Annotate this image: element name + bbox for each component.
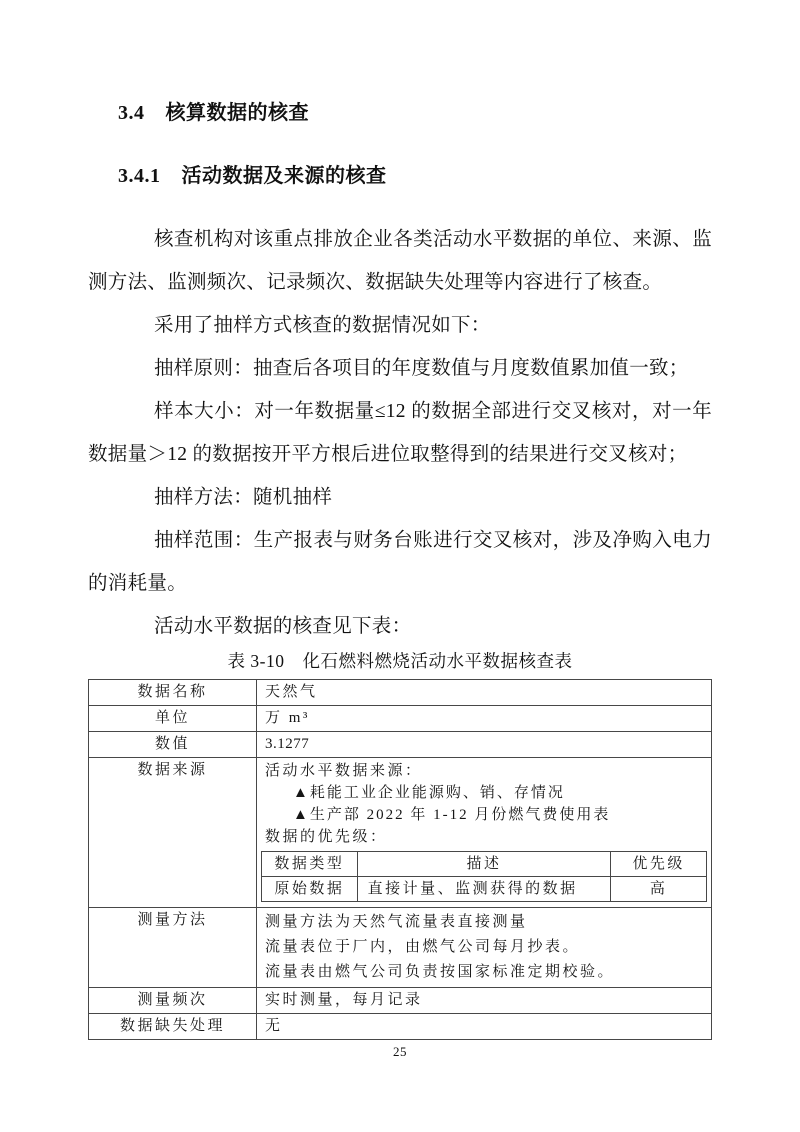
priority-col-priority: 优先级	[611, 852, 707, 877]
section-title: 核算数据的核查	[165, 102, 309, 124]
row-value: 无	[257, 1014, 712, 1040]
paragraph-sampling-principle: 抽样原则：抽查后各项目的年度数值与月度数值累加值一致；	[154, 358, 689, 379]
table-row-value	[89, 732, 712, 758]
priority-header-row	[262, 852, 707, 877]
paragraph-sampling-method: 抽样方法：随机抽样	[154, 487, 333, 508]
row-value: 万 m³	[257, 706, 712, 732]
method-line-2: 流量表位于厂内，由燃气公司每月抄表。	[265, 939, 581, 955]
source-bullet-1: ▲耗能工业企业能源购、销、存情况	[293, 785, 565, 801]
data-priority-table	[261, 851, 707, 902]
priority-col-type: 数据类型	[262, 852, 358, 877]
table-row-missing-data	[89, 1014, 712, 1040]
paragraph-sample-size: 样本大小：对一年数据量≤12 的数据全部进行交叉核对，对一年数据量＞12 的数据按开平方根后进位取整得到的结果进行交叉核对；	[88, 401, 712, 465]
row-label: 测量方法	[89, 908, 257, 988]
priority-col-desc: 描述	[357, 852, 611, 877]
table-row-measurement-method	[89, 908, 712, 988]
body-text	[88, 218, 712, 648]
source-bullet-2: ▲生产部 2022 年 1-12 月份燃气费使用表	[293, 807, 611, 823]
paragraph-sampling-range: 抽样范围：生产报表与财务台账进行交叉核对，涉及净购入电力的消耗量。	[88, 530, 712, 594]
table-caption: 表 3-10 化石燃料燃烧活动水平数据核查表	[227, 651, 573, 671]
paragraph-sampling-intro: 采用了抽样方式核查的数据情况如下：	[154, 315, 491, 336]
section-heading	[118, 100, 712, 126]
method-line-3: 流量表由燃气公司负责按国家标准定期校验。	[265, 964, 616, 980]
page-content	[0, 100, 800, 1040]
row-label: 单位	[89, 706, 257, 732]
priority-val-desc: 直接计量、监测获得的数据	[357, 877, 611, 902]
subsection-heading	[118, 163, 712, 189]
table-row-measurement-frequency	[89, 988, 712, 1014]
activity-data-verification-table	[88, 679, 712, 1040]
row-label: 测量频次	[89, 988, 257, 1014]
source-priority-header: 数据的优先级：	[265, 829, 388, 845]
table-row-data-name	[89, 680, 712, 706]
page-number: 25	[393, 1044, 407, 1059]
paragraph-table-intro: 活动水平数据的核查见下表：	[154, 616, 412, 637]
row-label: 数据缺失处理	[89, 1014, 257, 1040]
subsection-number: 3.4.1	[118, 165, 161, 187]
row-label: 数据来源	[89, 758, 257, 908]
row-label: 数据名称	[89, 680, 257, 706]
row-label: 数值	[89, 732, 257, 758]
table-row-unit	[89, 706, 712, 732]
row-value: 实时测量，每月记录	[257, 988, 712, 1014]
paragraph-verification-scope: 核查机构对该重点排放企业各类活动水平数据的单位、来源、监测方法、监测频次、记录频次、数据缺失处理等内容进行了核查。	[88, 229, 712, 293]
method-line-1: 测量方法为天然气流量表直接测量	[265, 914, 528, 930]
priority-val-type: 原始数据	[262, 877, 358, 902]
source-line-header: 活动水平数据来源：	[265, 763, 423, 779]
row-value: 3.1277	[257, 732, 712, 758]
table-row-data-source	[89, 758, 712, 908]
priority-val-priority: 高	[611, 877, 707, 902]
section-number: 3.4	[118, 102, 145, 124]
priority-data-row	[262, 877, 707, 902]
subsection-title: 活动数据及来源的核查	[181, 165, 387, 187]
row-value	[257, 908, 712, 988]
row-value: 天然气	[257, 680, 712, 706]
row-value	[257, 758, 712, 908]
